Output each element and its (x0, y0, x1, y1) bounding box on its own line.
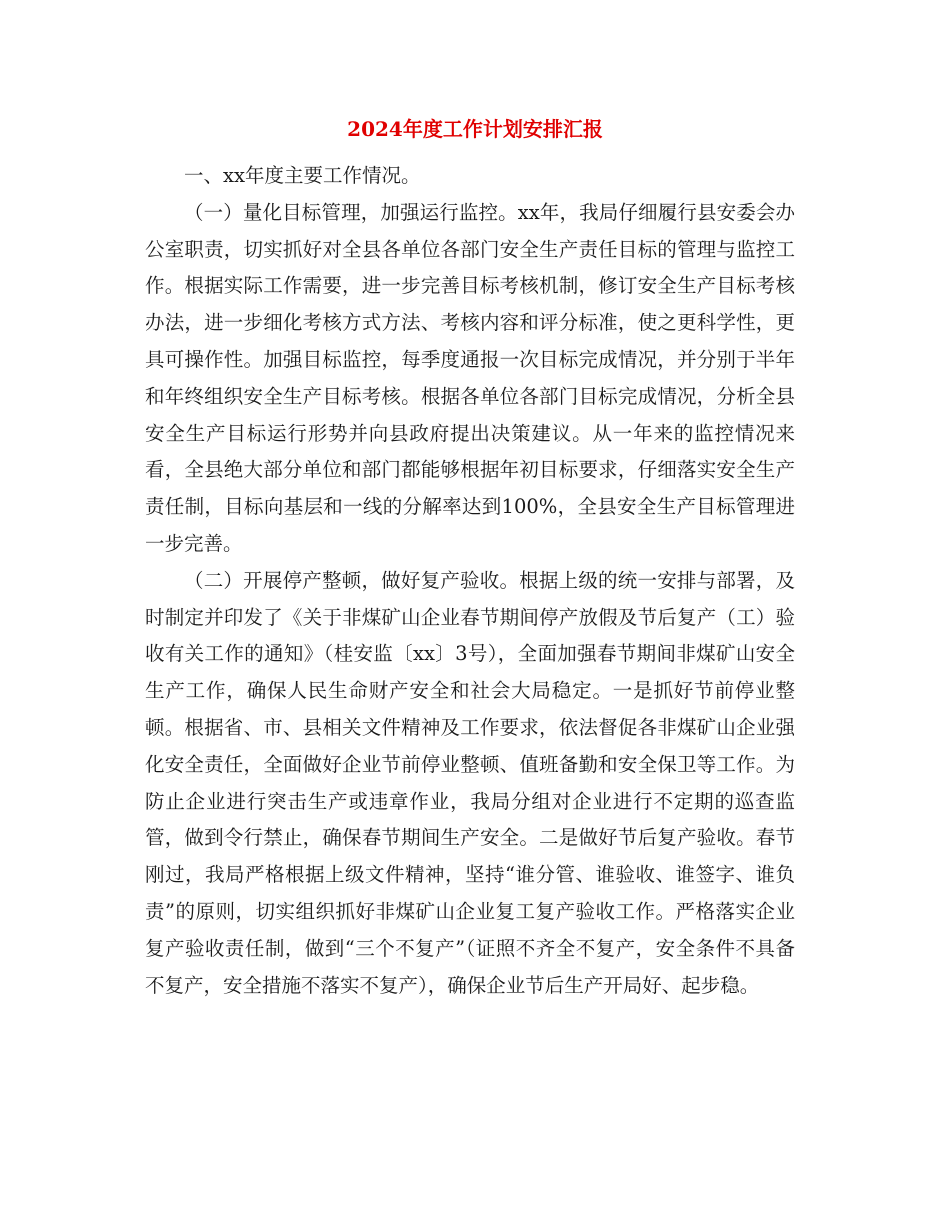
document-body (145, 158, 795, 1004)
section-heading: 一、xx年度主要工作情况。 (184, 164, 421, 187)
paragraph-target-management: （一）量化目标管理，加强运行监控。xx年，我局仔细履行县安委会办公室职责，切实抓好对全县各单位各部门安全生产责任目标的管理与监控工作。根据实际工作需要，进一步完善目标考核机制，修订安全生产目标考核办法，进一步细化考核方式方法、考核内容和评分标准，使之更科学性，更具可操作性。加强目标监控，每季度通报一次目标完成情况，并分别于半年和年终组织安全生产目标考核。根据各单位各部门目标完成情况，分析全县安全生产目标运行形势并向县政府提出决策建议。从一年来的监控情况来看，全县绝大部分单位和部门都能够根据年初目标要求，仔细落实安全生产责任制，目标向基层和一线的分解率达到100%，全县安全生产目标管理进一步完善。 (145, 200, 795, 555)
paragraph-production-rectification: （二）开展停产整顿，做好复产验收。根据上级的统一安排与部署，及时制定并印发了《关于非煤矿山企业春节期间停产放假及节后复产（工）验收有关工作的通知》（桂安监〔xx〕3号），全面加强春节期间非煤矿山安全生产工作，确保人民生命财产安全和社会大局稳定。一是抓好节前停业整顿。根据省、市、县相关文件精神及工作要求，依法督促各非煤矿山企业强化安全责任，全面做好企业节前停业整顿、值班备勤和安全保卫等工作。为防止企业进行突击生产或违章作业，我局分组对企业进行不定期的巡查监管，做到令行禁止，确保春节期间生产安全。二是做好节后复产验收。春节刚过，我局严格根据上级文件精神，坚持“谁分管、谁验收、谁签字、谁负责”的原则，切实组织抓好非煤矿山企业复工复产验收工作。严格落实企业复产验收责任制，做到“三个不复产”（证照不齐全不复产，安全条件不具备不复产，安全措施不落实不复产），确保企业节后生产开局好、起步稳。 (145, 568, 795, 997)
document-title: 2024年度工作计划安排汇报 (347, 117, 603, 141)
